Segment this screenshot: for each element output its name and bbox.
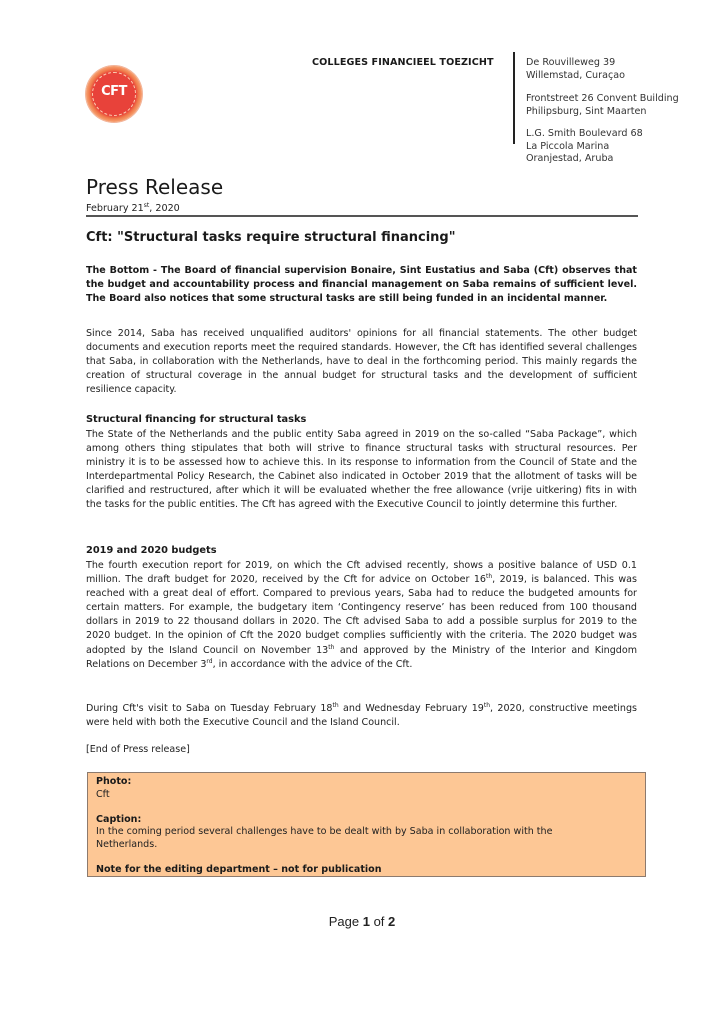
of-word: of (373, 914, 385, 929)
address-line: Philipsburg, Sint Maarten (526, 105, 647, 117)
lead-paragraph: The Bottom - The Board of financial supervision Bonaire, Sint Eustatius and Saba (Cft) observes that the budget and accountability process and financial management on Saba remains of sufficient level. The Board also notices that some structural tasks are still being funded in an incidental manner. (86, 265, 637, 305)
section-heading-budgets: 2019 and 2020 budgets (86, 545, 217, 556)
address-divider (513, 52, 515, 144)
cft-logo (86, 66, 142, 122)
page-total: 2 (388, 914, 396, 929)
paragraph-visit (86, 702, 637, 730)
paragraph-audit: Since 2014, Saba has received unqualified auditors' opinions for all financial statements. The other budget documents and execution reports meet the required standards. However, the Cft has identified several challenges that Saba, in collaboration with the Netherlands, have to deal in the forthcoming period. This mainly regards the creation of structural coverage in the annual budget for structural tasks and the development of sufficient resilience capacity. (86, 328, 637, 396)
text-run: and approved by the Ministry of the Interior and Kingdom Relations on December 3 (86, 644, 637, 670)
address-line: Frontstreet 26 Convent Building (526, 93, 679, 104)
photo-label: Photo: (96, 776, 132, 787)
address-aruba (526, 128, 643, 166)
date-ordinal: st (143, 202, 150, 209)
ordinal: th (485, 572, 493, 580)
photo-value: Cft (96, 788, 110, 800)
address-line: La Piccola Marina (526, 140, 610, 152)
editor-note-box (87, 772, 646, 877)
text-run: , 2020, constructive meetings were held with both the Executive Council and the Island Council. (86, 703, 638, 729)
paragraph-structural: The State of the Netherlands and the public entity Saba agreed in 2019 on the so-called “Saba Package”, which among others thing stipulates that both will strive to finance structural tasks with structural resources. Per ministry it is to be assessed how to achieve this. In its response to information from the Council of State and the Interdepartmental Policy Research, the Cabinet also indicated in October 2019 that the allotment of tasks will be clarified and restructured, after which it will be evaluated whether the free allowance (vrije uitkering) fits in with the tasks for the public entities. The Cft has agreed with the Executive Council to jointly determine this further. (86, 429, 637, 511)
address-line: De Rouvilleweg 39 (526, 57, 616, 68)
date-suffix: , 2020 (149, 203, 180, 215)
address-sint-maarten (526, 93, 679, 118)
section-heading-structural: Structural financing for structural tasks (86, 414, 307, 425)
spacer (96, 852, 637, 865)
caption-label: Caption: (96, 813, 142, 825)
ordinal: th (328, 643, 335, 651)
end-of-release: [End of Press release] (86, 744, 190, 755)
ordinal: rd (206, 657, 213, 665)
logo-text: CFT (101, 84, 127, 99)
paragraph-budgets (86, 559, 637, 672)
page-number (0, 914, 724, 929)
headline: Cft: "Structural tasks require structural financing" (86, 230, 456, 245)
page-current: 1 (362, 914, 370, 929)
address-line: Oranjestad, Aruba (526, 153, 614, 164)
text-run: The fourth execution report for 2019, on which the Cft advised recently, shows a positive balance of USD 0.1 million. The draft budget for 2020, received by the Cft for advice on October 16 (86, 560, 637, 586)
text-run: , 2019, is balanced. This was reached with a great deal of effort. Compared to previous years, Saba had to reduce the budgeted amounts for certain matters. For example, the budgetary item ‘Contingency reserve’ has been reduced from 100 thousand dollars in 2019 to 22 thousand dollars in 2020. The Cft advised Saba to add a possible surplus for 2019 to the 2020 budget. In the opinion of Cft the 2020 budget complies sufficiently with the criteria. The 2020 budget was adopted by the Island Council on November 13 (86, 574, 637, 656)
ordinal: th (483, 701, 490, 709)
ordinal: th (332, 701, 339, 709)
date-prefix: February 21 (86, 203, 144, 215)
address-curacao (526, 57, 625, 82)
release-date (86, 202, 180, 214)
text-run: and Wednesday February 19 (338, 703, 484, 714)
caption-value: In the coming period several challenges have to be dealt with by Saba in collaboration with the Netherlands. (96, 826, 553, 850)
page-word: Page (328, 914, 360, 929)
editor-note: Note for the editing department – not for publication (96, 864, 382, 876)
document-title: Press Release (86, 175, 224, 199)
address-line: Willemstad, Curaçao (526, 69, 625, 81)
organization-name: COLLEGES FINANCIEEL TOEZICHT (312, 57, 494, 68)
spacer (96, 801, 637, 814)
text-run: During Cft's visit to Saba on Tuesday February 18 (86, 703, 333, 714)
address-line: L.G. Smith Boulevard 68 (526, 128, 643, 139)
text-run: , in accordance with the advice of the Cft. (212, 658, 413, 670)
title-rule (86, 215, 638, 217)
